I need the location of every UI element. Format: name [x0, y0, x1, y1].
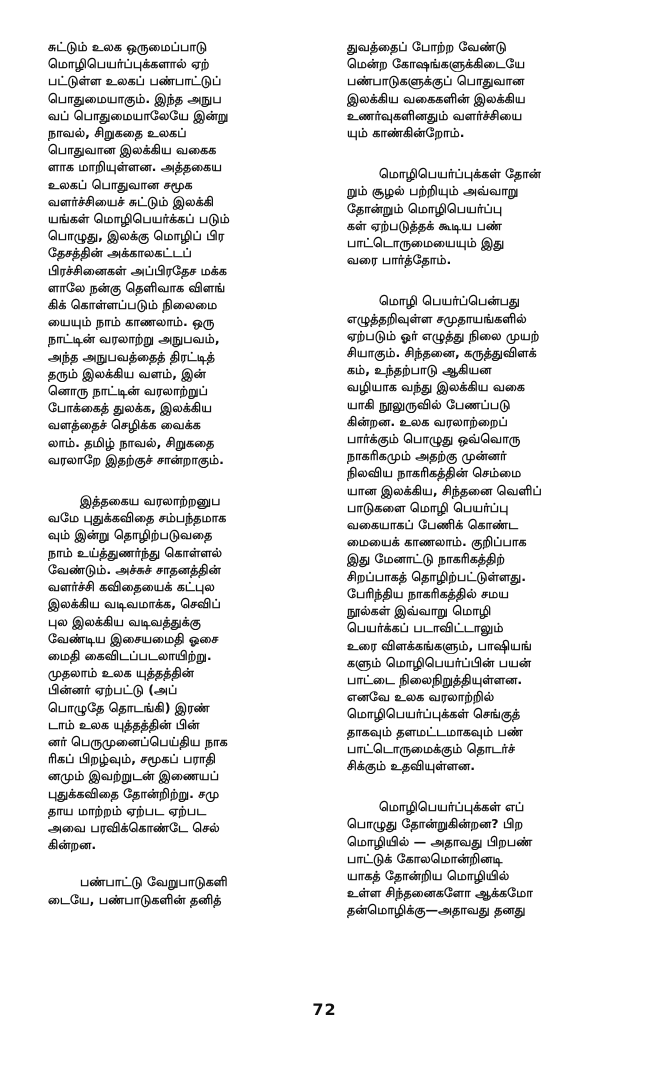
text-line: பாட்டை நிலைநிறுத்தியுள்ளன. [347, 671, 523, 687]
paragraph [48, 492, 330, 853]
text-line: வப் பொதுமையாலேயே இன்று [48, 107, 229, 123]
text-line: பொழுதே தொடங்கி) இரண் [48, 699, 210, 715]
text-line: சிறப்பாகத் தொழிற்பட்டுள்ளது. [347, 568, 527, 584]
text-line: மென்ற கோஷங்களுக்கிடையே [347, 56, 526, 72]
text-line: எனவே உலக வரலாற்றில் [347, 689, 495, 705]
text-line: கள் ஏற்படுத்தக் கூடிய பண் [347, 217, 502, 233]
text-line: தாய மாற்றம் ஏற்பட ஏற்பட [48, 802, 207, 818]
text-line: பாடுகளை மொழி பெயர்ப்பு [347, 499, 509, 515]
text-line: மொழிபெயர்ப்புக்கள் எப் [379, 799, 525, 815]
text-line: பொழுது, இலக்கு மொழிப் பிர [48, 228, 225, 244]
text-line: யங்கள் மொழிபெயர்க்கப் படும் [48, 211, 230, 227]
text-line: ஏற்படும் ஓர் எழுத்து நிலை முயற் [347, 327, 540, 343]
text-line: பேரிந்திய நாகரிகத்தில் சமய [347, 585, 510, 601]
text-line: தன்மொழிக்கு—அதாவது தனது [347, 902, 526, 918]
text-line: மொழிபெயர்ப்புக்களால் ஏற் [48, 56, 210, 72]
text-line: முதலாம் உலக யுத்தத்தின் [48, 665, 194, 681]
text-line: யும் காண்கின்றோம். [347, 125, 465, 141]
text-line: துவத்தைப் போற்ற வேண்டு [347, 39, 507, 54]
text-line: வரை பார்த்தோம். [347, 252, 452, 268]
text-line: இது மேனாட்டு நாகரிகத்திற் [347, 551, 505, 567]
paragraph [347, 798, 615, 918]
text-line: னமும் இவற்றுடன் இணையப் [48, 768, 220, 784]
text-line: களும் மொழிபெயர்ப்பின் பயன் [347, 654, 532, 670]
text-line: அந்த அநுபவத்தைத் திரட்டித் [48, 348, 215, 364]
text-line: டையே, பண்பாடுகளின் தனித் [48, 891, 222, 907]
text-line: ளாக மாறியுள்ளன. அத்தகைய [48, 159, 223, 175]
text-line: வகையாகப் பேணிக் கொண்ட [347, 517, 519, 533]
text-line: சியாகும். சிந்தனை, கருத்துவிளக் [347, 345, 537, 361]
text-line: பாட்டொருமையையும் இது [347, 235, 505, 251]
text-line: பொதுவான இலக்கிய வகைக [48, 142, 217, 158]
text-line: யாகத் தோன்றிய மொழியில் [347, 867, 510, 883]
paragraph [347, 38, 615, 141]
text-line: பண்பாடுகளுக்குப் பொதுவான [347, 73, 525, 89]
paragraph-gap [48, 853, 330, 873]
text-line: புல இலக்கிய வடிவத்துக்கு [48, 613, 201, 629]
text-line: பண்பாட்டு வேறுபாடுகளி [80, 874, 228, 890]
text-line: யையும் நாம் காணலாம். ஒரு [48, 314, 215, 330]
text-line: பின்னர் ஏற்பட்டு (அப் [48, 682, 178, 698]
paragraph-gap [347, 268, 615, 292]
text-line: யான இலக்கிய, சிந்தனை வெளிப் [347, 482, 542, 498]
text-line: நாவல், சிறுகதை உலகப் [48, 125, 187, 141]
text-line: இலக்கிய வடிவமாக்க, செவிப் [48, 596, 221, 612]
text-line: நூல்கள் இவ்வாறு மொழி [347, 603, 492, 619]
right-column [347, 38, 615, 919]
text-line: மையைக் காணலாம். குறிப்பாக [347, 534, 527, 550]
text-line: எழுத்தறிவுள்ள சமுதாயங்களில் [347, 310, 527, 326]
paragraph [347, 292, 615, 774]
text-line: ளாலே நன்கு தெளிவாக விளங் [48, 279, 226, 295]
text-line: றும் சூழல் பற்றியும் அவ்வாறு [347, 183, 519, 199]
text-line: நாகரிகமும் அதற்கு முன்னர் [347, 448, 507, 464]
text-line: வளர்ச்சி கவிதையைக் கட்புல [48, 579, 215, 595]
text-line: வரலாறே இதற்குச் சான்றாகும். [48, 451, 224, 467]
text-line: மைதி கைவிடப்படலாயிற்று. [48, 647, 212, 663]
text-line: லாம். தமிழ் நாவல், சிறுகதை [48, 434, 215, 450]
text-line: உரை விளக்கங்களும், பாஷியங் [347, 637, 532, 653]
text-line: வேண்டிய இசையமைதி ஓசை [48, 630, 219, 646]
text-line: உள்ள சிந்தனைகளோ ஆக்கமோ [347, 885, 533, 901]
text-line: டாம் உலக யுத்தத்தின் பின் [48, 716, 200, 732]
text-line: வளத்தைச் செழிக்க வைக்க [48, 417, 201, 433]
text-line: கம், உந்தற்பாடு ஆகியன [347, 362, 492, 378]
text-line: பாட்டொருமைக்கும் தொடர்ச் [347, 740, 515, 756]
paragraph [347, 165, 615, 268]
text-line: தேசத்தின் அக்காலகட்டப் [48, 245, 192, 261]
text-line: பார்க்கும் பொழுது ஒவ்வொரு [347, 431, 521, 447]
left-column [48, 38, 330, 908]
text-line: கிக் கொள்ளப்படும் நிலைமை [48, 297, 218, 313]
text-line: பொதுமையாகும். இந்த அநுப [48, 90, 222, 106]
text-line: வமே புதுக்கவிதை சம்பந்தமாக [48, 510, 227, 526]
text-line: னர் பெருமுனைப்பெய்திய நாக [48, 733, 228, 749]
text-line: மொழிபெயர்ப்புக்கள் தோன் [379, 166, 542, 182]
text-line: பொழுது தோன்றுகின்றன? பிற [347, 816, 524, 832]
text-line: வேண்டும். அச்சுச் சாதனத்தின் [48, 561, 221, 577]
text-line: வழியாக வந்து இலக்கிய வகை [347, 379, 525, 395]
text-line: தாகவும் தளமட்டமாகவும் பண் [347, 723, 523, 739]
text-line: பட்டுள்ள உலகப் பண்பாட்டுப் [48, 73, 222, 89]
text-line: யாகி நூலுருவில் பேணப்படு [347, 396, 511, 412]
text-line: பாட்டுக் கோலமொன்றினடி [347, 850, 503, 866]
text-line: தோன்றும் மொழிபெயர்ப்பு [347, 200, 503, 216]
text-line: இலக்கிய வகைகளின் இலக்கிய [347, 90, 526, 106]
text-line: கின்றன. [48, 837, 97, 853]
text-line: மொழி பெயர்ப்பென்பது [379, 293, 520, 309]
paragraph-gap [347, 141, 615, 165]
paragraph [48, 873, 330, 907]
text-line: நாம் உய்த்துணர்ந்து கொள்ளல் [48, 544, 223, 560]
text-line: பெயர்க்கப் படாவிட்டாலும் [347, 620, 504, 636]
text-line: சுட்டும் உலக ஒருமைப்பாடு [48, 39, 208, 54]
text-line: வளர்ச்சியைச் சுட்டும் இலக்கி [48, 193, 214, 209]
paragraph-gap [48, 468, 330, 492]
text-line: இத்தகைய வரலாற்றனுப [80, 493, 221, 509]
text-line: மொழிபெயர்ப்புக்கள் செங்குத் [347, 706, 521, 722]
text-line: உணர்வுகளினதும் வளர்ச்சியை [347, 107, 523, 123]
text-line: அவை பரவிக்கொண்டே செல் [48, 819, 220, 835]
text-line: ரிகப் பிறழ்வும், சமூகப் பராதி [48, 751, 216, 767]
text-line: மொழியில் — அதாவது பிறபண் [347, 833, 533, 849]
text-line: சிக்கும் உதவியுள்ளன. [347, 757, 476, 773]
text-line: நிலவிய நாகரிகத்தின் செம்மை [347, 465, 522, 481]
paragraph-gap [347, 774, 615, 798]
text-line: புதுக்கவிதை தோன்றிற்று. சமு [48, 785, 220, 801]
text-line: உலகப் பொதுவான சமூக [48, 176, 193, 192]
page-number: 72 [312, 1000, 337, 1019]
paragraph [48, 38, 330, 468]
text-line: தரும் இலக்கிய வளம், இன் [48, 365, 206, 381]
text-line: கின்றன. உலக வரலாற்றைப் [347, 413, 508, 429]
text-line: வும் இன்று தொழிற்படுவதை [48, 527, 213, 543]
text-line: பிரச்சினைகள் அப்பிரதேச மக்க [48, 262, 227, 278]
text-line: நாட்டின் வரலாற்று அநுபவம், [48, 331, 220, 347]
text-line: போக்கைத் துலக்க, இலக்கிய [48, 400, 213, 416]
text-line: னொரு நாட்டின் வரலாற்றுப் [48, 383, 209, 399]
